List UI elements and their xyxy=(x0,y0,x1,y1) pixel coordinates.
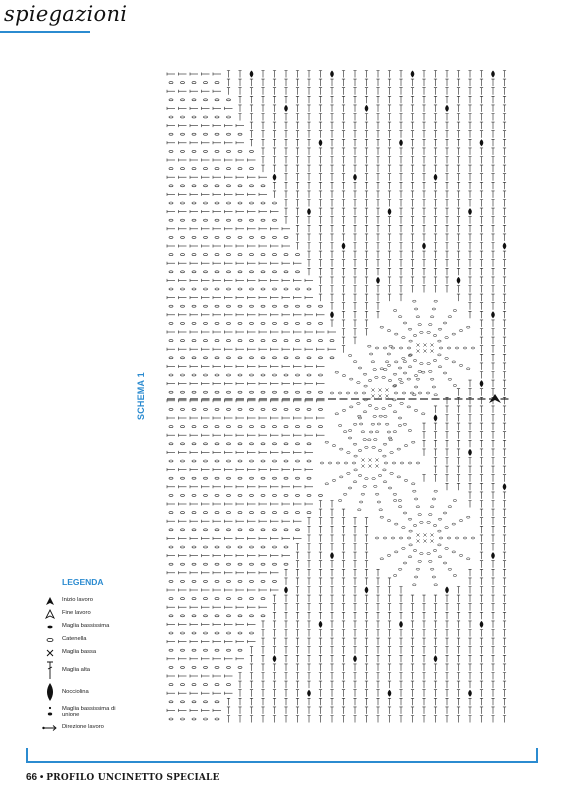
schema-label: SCHEMA 1 xyxy=(136,372,146,420)
legend-item-slip: Maglia bassissima xyxy=(38,620,158,633)
legend-item-join: Maglia bassissima di unione xyxy=(38,703,158,721)
legend-item-end: Fine lavoro xyxy=(38,607,158,620)
slip-stitch-icon xyxy=(38,624,62,630)
magazine-name: PROFILO UNCINETTO SPECIALE xyxy=(46,773,220,783)
join-slip-stitch-icon xyxy=(38,705,62,719)
end-arrow-icon xyxy=(38,609,62,619)
double-crochet-icon xyxy=(38,660,62,680)
page-number: 66 xyxy=(26,772,38,783)
legend-item-start: Inizio lavoro xyxy=(38,594,158,607)
section-title: spiegazioni xyxy=(4,2,128,26)
legend-item-double: Maglia alta xyxy=(38,659,158,681)
crochet-chart xyxy=(165,68,520,730)
header-rule xyxy=(0,31,90,33)
single-crochet-icon xyxy=(38,648,62,658)
page-footer xyxy=(26,772,220,783)
start-arrow-icon xyxy=(38,596,62,606)
footer-separator: • xyxy=(39,772,44,783)
chain-stitch-icon xyxy=(38,637,62,643)
legend-item-chain: Catenella xyxy=(38,633,158,646)
legend-item-puff: Nocciolina xyxy=(38,681,158,703)
footer-rule-right xyxy=(536,748,538,763)
puff-stitch-icon xyxy=(38,682,62,702)
direction-arrow-icon xyxy=(38,724,62,732)
legend-item-direction: Direzione lavoro xyxy=(38,721,158,734)
legend-title: LEGENDA xyxy=(62,577,104,587)
legend xyxy=(38,594,158,734)
legend-item-single: Maglia bassa xyxy=(38,646,158,659)
footer-rule xyxy=(26,761,538,763)
